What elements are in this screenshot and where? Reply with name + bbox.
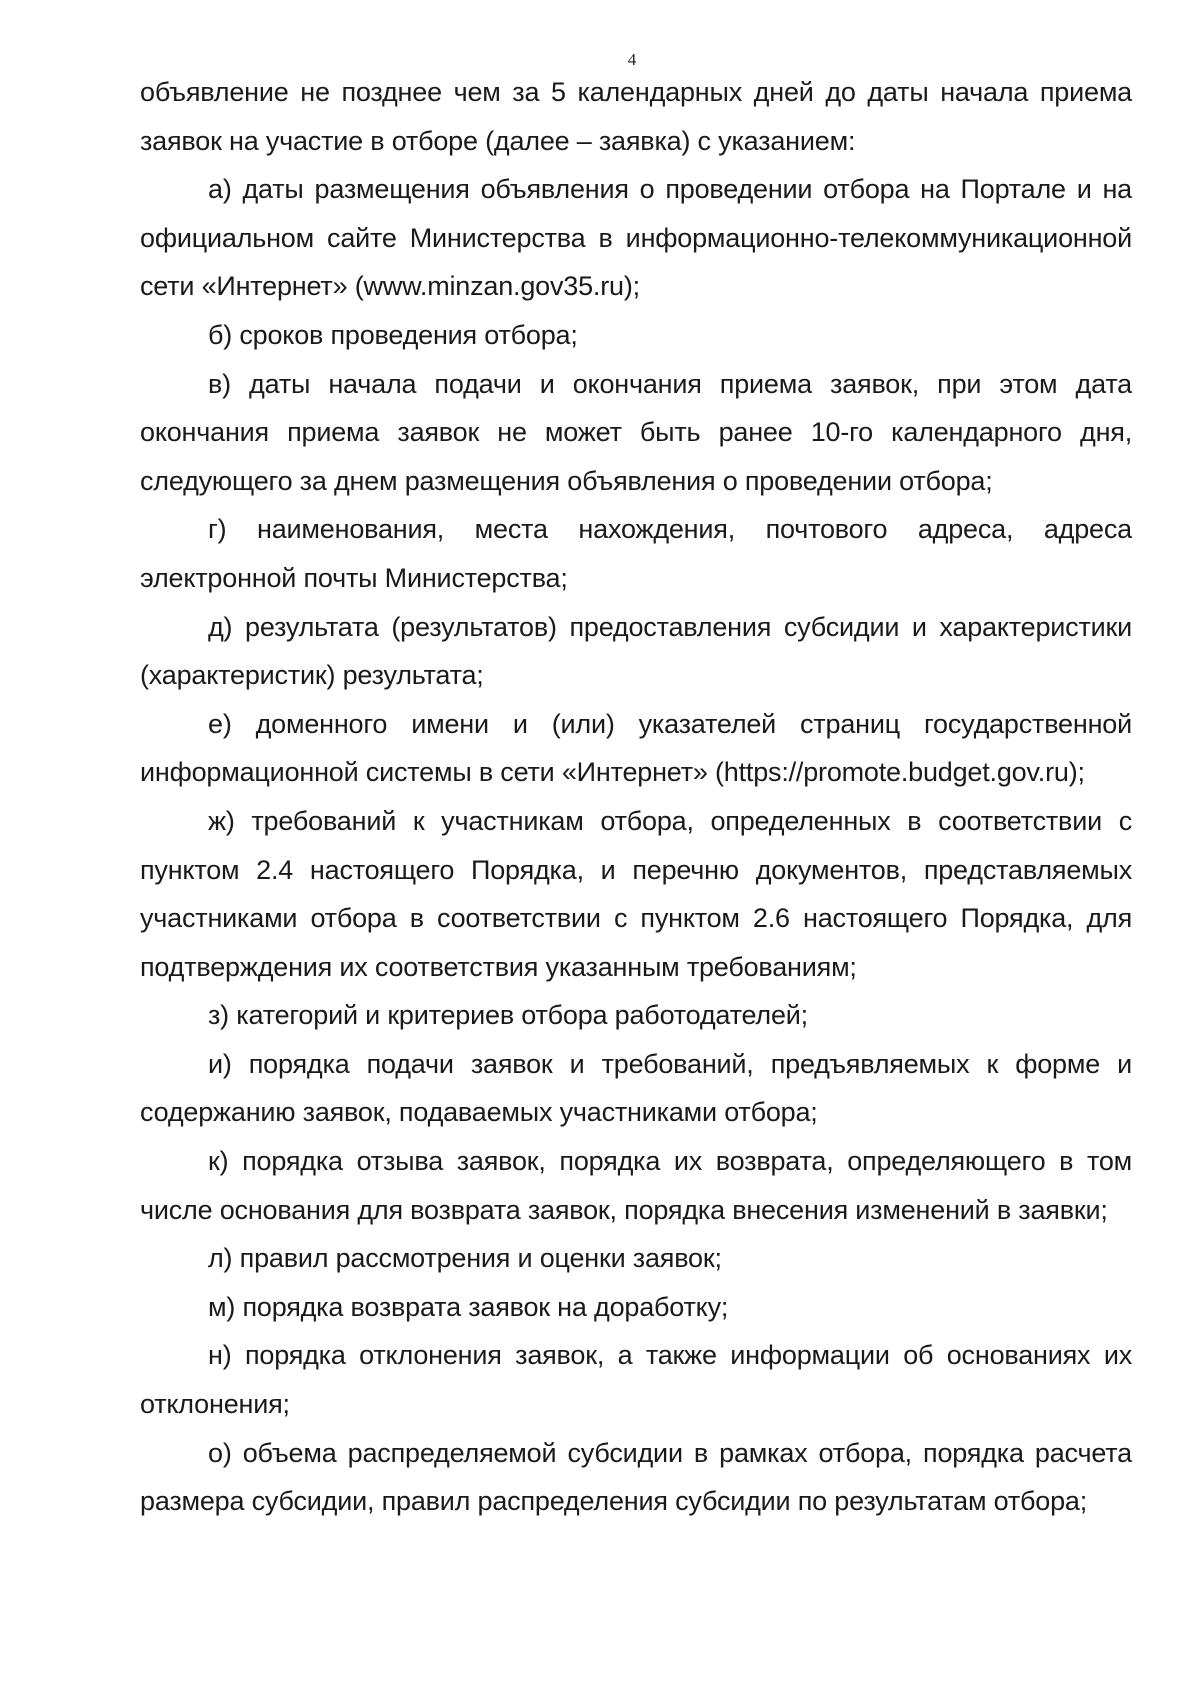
list-item-i: и) порядка подачи заявок и требований, предъявляемых к форме и содержанию заявок, подаваемых участниками отбора; — [140, 1048, 1132, 1128]
list-item-g: г) наименования, места нахождения, почтового адреса, адреса электронной почты Министерства; — [140, 514, 1132, 593]
page-number: 4 — [627, 50, 637, 69]
list-item-l: л) правил рассмотрения и оценки заявок; — [208, 1243, 722, 1274]
list-item-m: м) порядка возврата заявок на доработку; — [208, 1291, 729, 1322]
list-item-n: н) порядка отклонения заявок, а также информации об основаниях их отклонения; — [140, 1340, 1132, 1420]
list-item-v: в) даты начала подачи и окончания приема заявок, при этом дата окончания приема заявок не может быть ранее 10-го календарного дня, следующего за днем размещения объявления о проведении отбора; — [140, 368, 1132, 496]
list-item-e: е) доменного имени и (или) указателей страниц государственной информационной системы в сети «Интернет» (https://promote.budget.gov.ru); — [140, 708, 1132, 788]
list-item-a: а) даты размещения объявления о проведении отбора на Портале и на официальном сайте Министерства в информационно-телекоммуникационной сети «Интернет» (www.minzan.gov35.ru); — [140, 174, 1132, 302]
document-body — [140, 68, 1132, 1526]
list-item-o: о) объема распределяемой субсидии в рамках отбора, порядка расчета размера субсидии, правил распределения субсидии по результатам отбора; — [140, 1437, 1132, 1517]
paragraph-intro: объявление не позднее чем за 5 календарных дней до даты начала приема заявок на участие в отборе (далее – заявка) с указанием: — [140, 77, 1132, 156]
list-item-z: з) категорий и критериев отбора работодателей; — [208, 1000, 808, 1031]
list-item-b: б) сроков проведения отбора; — [208, 319, 578, 350]
list-item-zh: ж) требований к участникам отбора, определенных в соответствии с пунктом 2.4 настоящего Порядка, и перечню документов, представляемых участниками отбора в соответствии с пунктом 2.6 настоящего Порядка, для подтверждения их соответствия указанным требованиям; — [140, 805, 1132, 982]
list-item-k: к) порядка отзыва заявок, порядка их возврата, определяющего в том числе основания для возврата заявок, порядка внесения изменений в заявки; — [140, 1146, 1132, 1225]
list-item-d: д) результата (результатов) предоставления субсидии и характеристики (характеристик) результата; — [140, 611, 1132, 691]
